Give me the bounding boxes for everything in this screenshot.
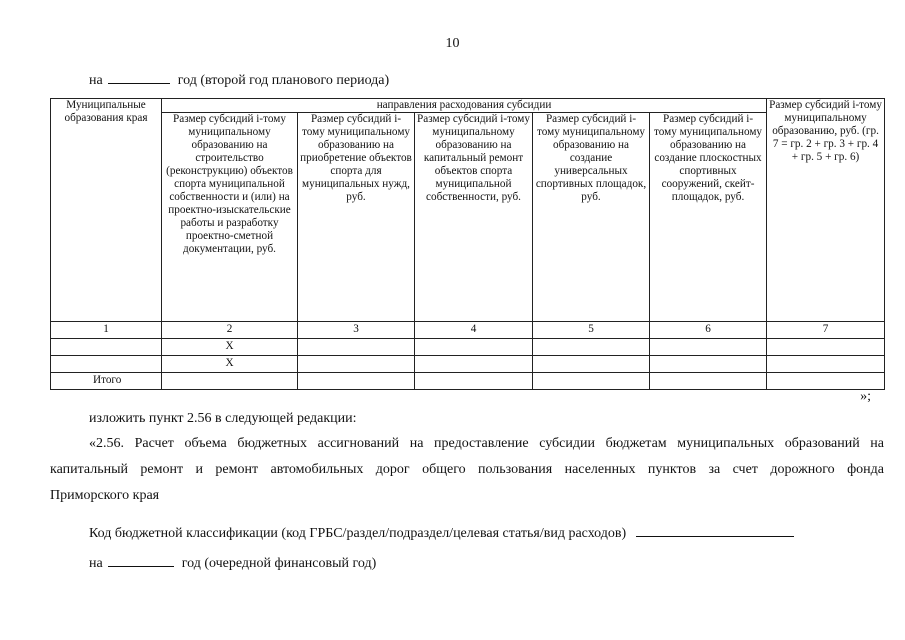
page-number: 10	[445, 36, 460, 51]
table-cell	[650, 372, 767, 389]
table-cell	[415, 355, 533, 372]
table-cell	[415, 338, 533, 355]
col-header-universal-grounds: Размер субсидий i-тому муниципальному образованию на создание универсальных спортивных площадок, руб.	[533, 113, 650, 321]
header-year-prefix: на	[89, 73, 103, 88]
table-cell	[650, 338, 767, 355]
column-number: 1	[51, 321, 162, 338]
instruction-text: изложить пункт 2.56 в следующей редакции:	[89, 411, 357, 426]
column-number: 7	[767, 321, 885, 338]
table-cell	[533, 338, 650, 355]
column-number: 2	[162, 321, 298, 338]
table-cell	[415, 372, 533, 389]
table-cell	[533, 372, 650, 389]
paragraph-line-3: Приморского края	[50, 488, 160, 503]
table-subheader-row	[51, 113, 885, 321]
col-header-construction: Размер субсидий i-тому муниципальному образованию на строительство (реконструкцию) объектов спорта муниципальной собственности и (или) на проектно-изыскательские работы и разработку проектно-сметной документации, руб.	[162, 113, 298, 321]
table-cell: X	[162, 338, 298, 355]
fiscal-year-suffix: год (очередной финансовый год)	[181, 556, 377, 571]
table-cell	[767, 338, 885, 355]
column-number-row	[51, 321, 885, 338]
table-cell	[767, 372, 885, 389]
classification-line	[89, 524, 794, 542]
fiscal-year-line	[89, 554, 376, 572]
total-label: Итого	[51, 372, 162, 389]
col-header-flat-facilities: Размер субсидий i-тому муниципальному образованию на создание плоскостных спортивных сооружений, скейт-площадок, руб.	[650, 113, 767, 321]
table-total-row	[51, 372, 885, 389]
table-cell	[650, 355, 767, 372]
column-number: 6	[650, 321, 767, 338]
table-cell	[162, 372, 298, 389]
classification-blank	[636, 524, 794, 537]
paragraph-line-1: «2.56. Расчет объема бюджетных ассигнований на предоставление субсидии бюджетам муниципальных образований на	[89, 436, 884, 451]
table-cell	[51, 355, 162, 372]
table-cell	[533, 355, 650, 372]
col-header-capital-repair: Размер субсидий i-тому муниципальному образованию на капитальный ремонт объектов спорта муниципальной собственности, руб.	[415, 113, 533, 321]
table-cell	[51, 338, 162, 355]
subsidy-table	[50, 98, 885, 390]
header-year-suffix: год (второй год планового периода)	[177, 73, 390, 88]
col-header-acquisition: Размер субсидий i-тому муниципальному образованию на приобретение объектов спорта для муниципальных нужд, руб.	[298, 113, 415, 321]
fiscal-year-blank	[108, 554, 174, 567]
closing-quote-mark: »;	[860, 389, 871, 404]
header-year-line	[89, 71, 389, 89]
table-cell	[298, 355, 415, 372]
table-cell	[767, 355, 885, 372]
classification-text: Код бюджетной классификации (код ГРБС/раздел/подраздел/целевая статья/вид расходов)	[89, 526, 627, 541]
col-group-header-directions: направления расходования субсидии	[162, 99, 767, 113]
table-cell	[298, 372, 415, 389]
col-header-municipalities: Муниципальные образования края	[51, 99, 162, 322]
column-number: 5	[533, 321, 650, 338]
column-number: 4	[415, 321, 533, 338]
fiscal-year-prefix: на	[89, 556, 103, 571]
paragraph-line-2: капитальный ремонт и ремонт автомобильных дорог общего пользования населенных пунктов за счет дорожного фонда	[50, 462, 884, 477]
table-cell: X	[162, 355, 298, 372]
col-header-total-subsidy: Размер субсидий i-тому муниципальному образованию, руб. (гр. 7 = гр. 2 + гр. 3 + гр. 4 + гр. 5 + гр. 6)	[767, 99, 885, 322]
table-cell	[298, 338, 415, 355]
header-year-blank	[108, 71, 170, 84]
column-number: 3	[298, 321, 415, 338]
table-row	[51, 338, 885, 355]
table-row	[51, 355, 885, 372]
table-header-row	[51, 99, 885, 113]
